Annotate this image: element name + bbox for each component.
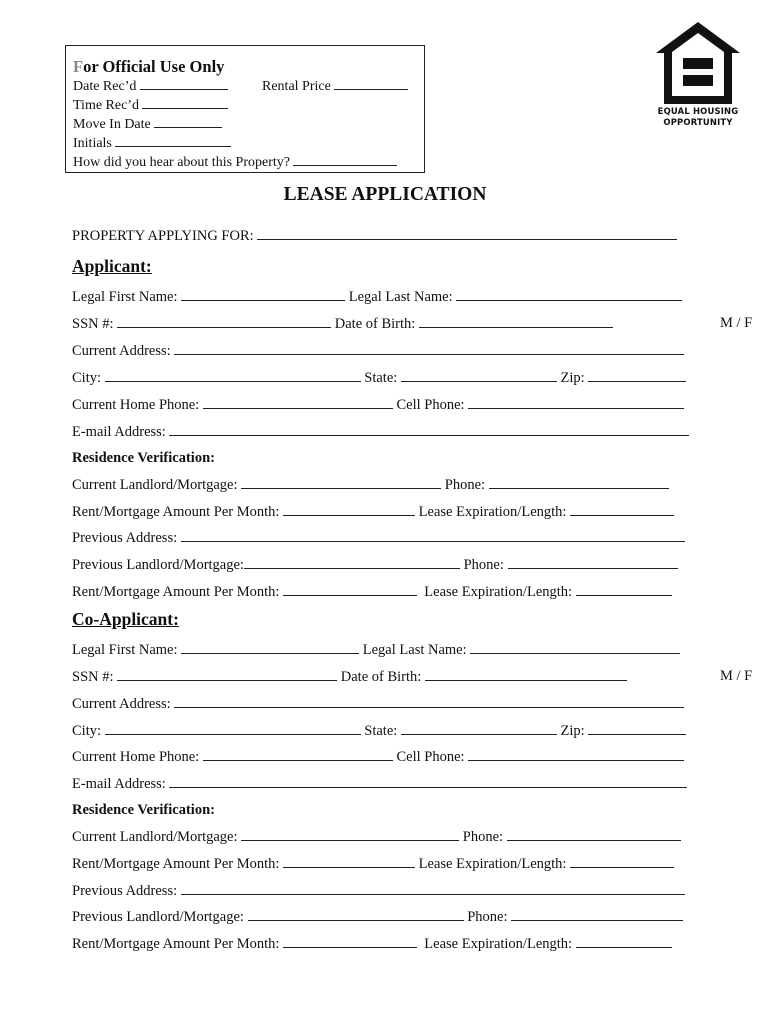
how-heard-row — [73, 153, 424, 172]
coapplicant-landlord-phone-field[interactable] — [507, 827, 681, 841]
coapplicant-last-name-label: Legal Last Name: — [362, 642, 467, 658]
applicant-zip-label: Zip: — [560, 370, 585, 386]
property-label: PROPERTY APPLYING FOR: — [72, 228, 254, 244]
applicant-phone-row — [72, 395, 702, 413]
applicant-lease-exp-label: Lease Expiration/Length: — [418, 504, 567, 520]
date-recd-label: Date Rec’d — [73, 79, 137, 94]
coapplicant-rent-label: Rent/Mortgage Amount Per Month: — [72, 856, 280, 872]
rental-price-row — [262, 77, 408, 96]
move-in-field[interactable] — [154, 115, 222, 128]
coapplicant-rent-row — [72, 854, 702, 872]
coapplicant-first-name-label: Legal First Name: — [72, 642, 178, 658]
rental-price-label: Rental Price — [262, 79, 331, 94]
coapplicant-prev-landlord-field[interactable] — [248, 907, 464, 921]
coapplicant-address-label: Current Address: — [72, 696, 171, 712]
coapplicant-state-label: State: — [364, 723, 398, 739]
coapplicant-email-field[interactable] — [169, 774, 687, 788]
coapplicant-landlord-label: Current Landlord/Mortgage: — [72, 829, 238, 845]
applicant-prev-rent-label: Rent/Mortgage Amount Per Month: — [72, 584, 280, 600]
coapplicant-name-row — [72, 640, 702, 658]
coapplicant-dob-label: Date of Birth: — [340, 669, 422, 685]
applicant-prev-landlord-field[interactable] — [244, 555, 460, 569]
applicant-landlord-field[interactable] — [241, 475, 441, 489]
applicant-city-row — [72, 368, 702, 386]
coapplicant-ssn-field[interactable] — [117, 667, 337, 681]
applicant-landlord-row — [72, 475, 702, 493]
form-title: LEASE APPLICATION — [283, 184, 487, 205]
applicant-zip-field[interactable] — [588, 368, 686, 382]
applicant-prev-phone-field[interactable] — [508, 555, 678, 569]
coapplicant-lease-exp-field[interactable] — [570, 854, 674, 868]
how-heard-field[interactable] — [293, 153, 397, 166]
logo-line-1: EQUAL HOUSING — [657, 106, 739, 116]
applicant-first-name-field[interactable] — [181, 287, 345, 301]
rental-price-field[interactable] — [334, 77, 408, 90]
coapplicant-rent-field[interactable] — [283, 854, 415, 868]
coapplicant-last-name-field[interactable] — [470, 640, 680, 654]
coapplicant-prev-landlord-label: Previous Landlord/Mortgage: — [72, 909, 244, 925]
time-recd-row — [73, 96, 424, 115]
applicant-ssn-field[interactable] — [117, 314, 331, 328]
coapplicant-address-field[interactable] — [174, 694, 684, 708]
move-in-row — [73, 115, 424, 134]
applicant-address-field[interactable] — [174, 341, 684, 355]
applicant-heading: Applicant: — [72, 256, 152, 276]
coapplicant-dob-field[interactable] — [425, 667, 627, 681]
applicant-cell-phone-field[interactable] — [468, 395, 684, 409]
property-field[interactable] — [257, 226, 677, 240]
time-recd-label: Time Rec’d — [73, 98, 139, 113]
initials-label: Initials — [73, 136, 112, 151]
official-use-title — [73, 57, 424, 77]
coapplicant-email-label: E-mail Address: — [72, 776, 166, 792]
coapplicant-residence-heading: Residence Verification: — [72, 802, 215, 818]
applicant-name-row — [72, 287, 702, 305]
coapplicant-heading: Co-Applicant: — [72, 609, 179, 629]
applicant-dob-label: Date of Birth: — [334, 316, 416, 332]
coapplicant-prev-lease-exp-label: Lease Expiration/Length: — [424, 936, 573, 952]
applicant-prev-lease-exp-field[interactable] — [576, 582, 672, 596]
coapplicant-city-label: City: — [72, 723, 102, 739]
applicant-landlord-phone-field[interactable] — [489, 475, 669, 489]
coapplicant-ssn-label: SSN #: — [72, 669, 114, 685]
coapplicant-landlord-phone-label: Phone: — [462, 829, 504, 845]
coapplicant-prev-phone-label: Phone: — [467, 909, 508, 925]
applicant-address-label: Current Address: — [72, 343, 171, 359]
applicant-prev-landlord-label: Previous Landlord/Mortgage: — [72, 557, 244, 573]
applicant-address-row — [72, 341, 702, 359]
official-use-box — [65, 45, 425, 173]
applicant-city-field[interactable] — [105, 368, 361, 382]
coapplicant-city-field[interactable] — [105, 721, 361, 735]
applicant-dob-field[interactable] — [419, 314, 613, 328]
applicant-prev-landlord-row — [72, 555, 702, 573]
applicant-state-label: State: — [364, 370, 398, 386]
coapplicant-landlord-row — [72, 827, 702, 845]
time-recd-field[interactable] — [142, 96, 228, 109]
coapplicant-cell-phone-field[interactable] — [468, 747, 684, 761]
applicant-last-name-label: Legal Last Name: — [348, 289, 453, 305]
coapplicant-prev-rent-field[interactable] — [283, 934, 417, 948]
applicant-cell-phone-label: Cell Phone: — [396, 397, 465, 413]
applicant-prev-lease-exp-label: Lease Expiration/Length: — [424, 584, 573, 600]
coapplicant-zip-field[interactable] — [588, 721, 686, 735]
coapplicant-home-phone-label: Current Home Phone: — [72, 749, 200, 765]
applicant-ssn-label: SSN #: — [72, 316, 114, 332]
applicant-prev-phone-label: Phone: — [463, 557, 504, 573]
coapplicant-cell-phone-label: Cell Phone: — [396, 749, 465, 765]
applicant-sex-option[interactable]: M / F — [720, 315, 753, 331]
logo-line-2: OPPORTUNITY — [663, 117, 733, 127]
coapplicant-sex-option[interactable]: M / F — [720, 668, 753, 684]
applicant-residence-heading: Residence Verification: — [72, 450, 215, 466]
applicant-city-label: City: — [72, 370, 102, 386]
move-in-label: Move In Date — [73, 117, 151, 132]
coapplicant-first-name-field[interactable] — [181, 640, 359, 654]
coapplicant-address-row — [72, 694, 702, 712]
coapplicant-prev-phone-field[interactable] — [511, 907, 683, 921]
applicant-rent-field[interactable] — [283, 502, 415, 516]
how-heard-label: How did you hear about this Property? — [73, 155, 290, 170]
coapplicant-prev-landlord-row — [72, 907, 702, 925]
property-row — [72, 226, 702, 244]
applicant-home-phone-label: Current Home Phone: — [72, 397, 200, 413]
applicant-email-label: E-mail Address: — [72, 424, 166, 440]
coapplicant-phone-row — [72, 747, 702, 765]
applicant-rent-label: Rent/Mortgage Amount Per Month: — [72, 504, 280, 520]
coapplicant-prev-rent-row — [72, 934, 702, 952]
applicant-prev-address-row — [72, 528, 702, 546]
official-title-initial: F — [73, 57, 84, 76]
applicant-lease-exp-field[interactable] — [570, 502, 674, 516]
applicant-prev-rent-row — [72, 582, 702, 600]
coapplicant-email-row — [72, 774, 702, 792]
date-recd-field[interactable] — [140, 77, 228, 90]
applicant-state-field[interactable] — [401, 368, 557, 382]
initials-field[interactable] — [115, 134, 231, 147]
applicant-last-name-field[interactable] — [456, 287, 682, 301]
applicant-email-row — [72, 422, 702, 440]
coapplicant-home-phone-field[interactable] — [203, 747, 393, 761]
applicant-landlord-phone-label: Phone: — [444, 477, 486, 493]
coapplicant-prev-address-row — [72, 881, 702, 899]
coapplicant-lease-exp-label: Lease Expiration/Length: — [418, 856, 567, 872]
coapplicant-zip-label: Zip: — [560, 723, 585, 739]
applicant-email-field[interactable] — [169, 422, 689, 436]
official-title-text: or Official Use Only — [83, 57, 225, 76]
applicant-prev-rent-field[interactable] — [283, 582, 417, 596]
coapplicant-landlord-field[interactable] — [241, 827, 459, 841]
applicant-home-phone-field[interactable] — [203, 395, 393, 409]
coapplicant-prev-lease-exp-field[interactable] — [576, 934, 672, 948]
coapplicant-prev-rent-label: Rent/Mortgage Amount Per Month: — [72, 936, 280, 952]
initials-row — [73, 134, 424, 153]
applicant-prev-address-label: Previous Address: — [72, 530, 178, 546]
coapplicant-ssn-row — [72, 667, 753, 685]
coapplicant-prev-address-field[interactable] — [181, 881, 685, 895]
coapplicant-prev-address-label: Previous Address: — [72, 883, 178, 899]
applicant-prev-address-field[interactable] — [181, 528, 685, 542]
applicant-ssn-row — [72, 314, 753, 332]
applicant-first-name-label: Legal First Name: — [72, 289, 178, 305]
applicant-landlord-label: Current Landlord/Mortgage: — [72, 477, 238, 493]
coapplicant-state-field[interactable] — [401, 721, 557, 735]
coapplicant-city-row — [72, 721, 702, 739]
applicant-rent-row — [72, 502, 702, 520]
